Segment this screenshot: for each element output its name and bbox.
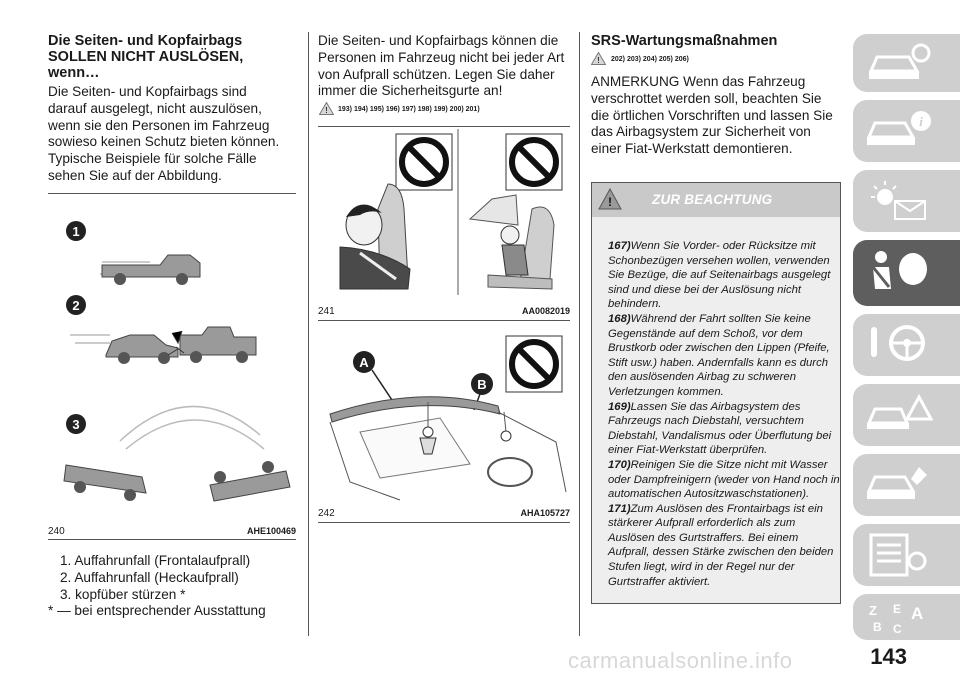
tab-driving[interactable] xyxy=(853,314,960,376)
marker-1 xyxy=(66,221,86,241)
section-heading-no-deploy: Die Seiten- und Kopfairbags SOLLEN NICHT AUSLÖSEN, wenn… xyxy=(48,33,244,81)
marker-2 xyxy=(66,295,86,315)
warning-item xyxy=(608,312,842,400)
svg-text:C: C xyxy=(893,622,902,635)
caution-triangle-icon xyxy=(598,188,622,210)
figure-240-caption xyxy=(48,526,296,537)
figure-number: 242 xyxy=(318,508,335,519)
figure-240-illustration xyxy=(50,205,296,515)
svg-text:E: E xyxy=(893,602,902,616)
car-dashboard-icon xyxy=(863,41,933,85)
column-divider-2 xyxy=(579,32,580,636)
warning-item-text: Während der Fahrt sollten Sie keine Gegenstände auf dem Schoß, vor dem Brustkorb oder zwischen den Lippen (Pfeife, Stift usw.) haben. Andernfalls kann es durch den auslösenden Airbag zu schweren Verletzungen kommen. xyxy=(608,312,830,398)
tab-warning-lights[interactable] xyxy=(853,170,960,232)
car-interior-airbag-strip xyxy=(330,397,566,500)
caution-triangle-icon xyxy=(591,52,606,65)
warning-item-text: Lassen Sie das Airbagsystem des Fahrzeugs nach Diebstahl, versuchtem Diebstahl, Vandalismus oder Überflutung bei einer Fiat-Werkstatt überprüfen. xyxy=(608,400,832,457)
figure-242-bottom-rule xyxy=(318,522,570,523)
reference-numbers: 193) 194) 195) 196) 197) 198) 199) 200) 201) xyxy=(338,106,480,113)
svg-text:A: A xyxy=(911,604,924,623)
alphabetical-index-icon xyxy=(863,601,933,635)
page-number: 143 xyxy=(870,644,907,669)
svg-text:!: ! xyxy=(325,106,328,115)
marker-A xyxy=(353,351,392,400)
prohibition-icon xyxy=(506,134,562,190)
warning-item xyxy=(608,239,842,312)
figure-242-illustration xyxy=(320,332,568,502)
figure-number: 240 xyxy=(48,526,65,537)
reference-numbers: 202) 203) 204) 205) 206) xyxy=(611,56,689,63)
technical-data-icon xyxy=(863,531,933,577)
warning-item-text: Zum Auslösen des Frontairbags ist ein stärkerer Aufprall erforderlich als zum Auslösen des Gurtstraffers. Bei einem Aufprall, dessen Stärke zwischen den beiden Stufen liegt, wird in der Regel nur der Gurtstraffer aktiviert. xyxy=(608,502,834,588)
list-item: 3. kopfüber stürzen * xyxy=(60,586,186,602)
warning-item-number: 171) xyxy=(608,502,631,515)
car-service-icon xyxy=(863,461,933,507)
child-on-front-seat xyxy=(470,195,554,289)
tab-car-dashboard[interactable] xyxy=(853,34,960,92)
marker-A-label: A xyxy=(359,355,369,370)
svg-text:!: ! xyxy=(597,56,600,65)
airbag-seatbelt-icon xyxy=(863,247,935,297)
tab-airbag-safety[interactable] xyxy=(853,240,960,306)
sleeping-passenger xyxy=(340,184,410,289)
marker-B-label: B xyxy=(477,377,487,392)
figure-top-rule xyxy=(48,193,296,194)
note-paragraph: ANMERKUNG Wenn das Fahrzeug verschrottet werden soll, beachten Sie die örtlichen Vorschriften und lassen Sie das Airbagsystem zur Sicherheit von einer Fiat-Werkstatt demontieren. xyxy=(591,74,833,157)
section-heading-srs: SRS-Wartungsmaßnahmen xyxy=(591,33,778,49)
figure-code: AHE100469 xyxy=(246,526,296,536)
watermark: carmanualsonline.info xyxy=(568,648,793,673)
figure-242-caption xyxy=(318,508,570,519)
svg-text:!: ! xyxy=(608,195,612,209)
tab-emergency[interactable] xyxy=(853,384,960,446)
warning-item-number: 168) xyxy=(608,312,631,325)
rear-collision-cars xyxy=(70,327,256,364)
figure-code: AA0082019 xyxy=(521,306,570,316)
svg-text:Z: Z xyxy=(869,603,877,618)
warning-item xyxy=(608,400,842,458)
rollover-trucks xyxy=(64,406,290,501)
steering-wheel-icon xyxy=(863,321,933,367)
warning-item-number: 169) xyxy=(608,400,631,413)
warning-item-text: Wenn Sie Vorder- oder Rücksitze mit Schonbezügen versehen wollen, verwenden Sie Bezüge, die auf Seitenairbags ausgelegt sind und diese bei der Auslösung nicht behindern. xyxy=(608,240,831,311)
figure-bottom-rule xyxy=(48,539,296,540)
figure-number: 241 xyxy=(318,306,335,317)
collision-type-list xyxy=(48,553,298,620)
warning-item-text: Reinigen Sie die Sitze nicht mit Wasser oder Dampfreinigern (weder von Hand noch in automatischen Autositzwaschstationen). xyxy=(608,458,840,501)
warning-box xyxy=(591,182,841,604)
warning-item-number: 167) xyxy=(608,240,631,252)
tab-index[interactable] xyxy=(853,594,960,640)
footnote: * — bei entsprechender Ausstattung xyxy=(48,603,266,619)
svg-text:B: B xyxy=(873,620,882,634)
marker-1-label: 1 xyxy=(72,224,80,239)
figure-241-illustration xyxy=(320,129,568,297)
prohibition-icon xyxy=(506,336,562,392)
svg-text:i: i xyxy=(919,114,923,129)
figure-241-bottom-rule xyxy=(318,320,570,321)
warning-item xyxy=(608,458,842,502)
marker-3-label: 3 xyxy=(72,417,80,432)
figure-code: AHA105727 xyxy=(520,508,570,518)
marker-3 xyxy=(66,414,86,434)
list-item: 1. Auffahrunfall (Frontalaufprall) xyxy=(60,553,251,568)
warning-items xyxy=(608,239,842,589)
tab-car-info[interactable] xyxy=(853,100,960,162)
warning-item xyxy=(608,502,842,590)
warning-item-number: 170) xyxy=(608,458,631,471)
warning-title: ZUR BEACHTUNG xyxy=(652,192,773,207)
figure-241-caption xyxy=(318,306,570,317)
warning-title-bar xyxy=(592,183,840,217)
marker-2-label: 2 xyxy=(72,298,80,313)
tab-maintenance[interactable] xyxy=(853,454,960,516)
car-warning-icon xyxy=(863,391,933,437)
protection-paragraph: Die Seiten- und Kopfairbags können die Personen im Fahrzeug nicht bei jeder Art von Aufprall schützen. Legen Sie daher immer die Sicherheitsgurte an! xyxy=(318,33,565,99)
car-info-icon xyxy=(863,107,933,153)
list-item: 2. Auffahrunfall (Heckaufprall) xyxy=(60,569,239,585)
prohibition-icon xyxy=(396,134,452,190)
pickup-truck-1 xyxy=(100,255,200,285)
column-divider-1 xyxy=(308,32,309,636)
caution-triangle-icon xyxy=(319,102,334,115)
figure-241-top-rule xyxy=(318,126,570,127)
warning-lights-message-icon xyxy=(863,177,933,223)
tab-technical-data[interactable] xyxy=(853,524,960,586)
intro-paragraph: Die Seiten- und Kopfairbags sind darauf ausgelegt, nicht auszulösen, wenn sie den Personen im Fahrzeug sowieso keinen Schutz bieten können. Typische Beispiele für solche Fälle sehen Sie auf der Abbildung. xyxy=(48,84,280,183)
